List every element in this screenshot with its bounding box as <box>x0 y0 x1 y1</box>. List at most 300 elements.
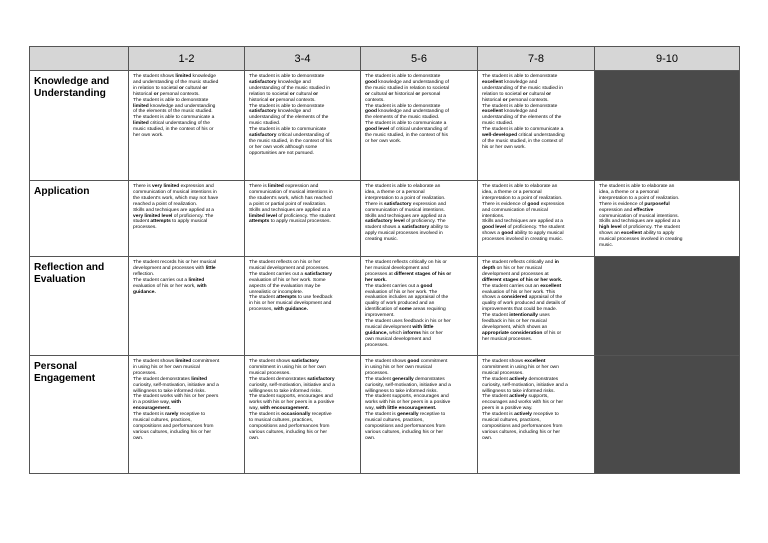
descriptor-text: The student shows <box>482 359 525 364</box>
descriptor-text: of the elements of the music studied. <box>133 109 213 115</box>
descriptor-text: own musical development and <box>365 336 431 342</box>
descriptor-text: understanding of the elements of the <box>482 115 562 121</box>
descriptor-emphasis: good <box>407 359 420 364</box>
descriptor-emphasis: guidance. <box>133 289 156 295</box>
descriptor-text: and communication of musical <box>482 207 548 213</box>
descriptor-text: The student is able to elaborate an <box>482 184 558 189</box>
descriptor-text: cultural <box>369 91 389 97</box>
descriptor-text: historical <box>249 97 270 103</box>
descriptor-text: own. <box>365 435 376 441</box>
descriptor-text: to musical cultures, practices, <box>249 418 314 424</box>
descriptor-cell <box>245 181 361 257</box>
descriptor-text: music studied. <box>249 121 281 127</box>
descriptor-text: interpretation to a point of realization. <box>599 195 680 201</box>
descriptor-text: ability to <box>429 225 449 231</box>
descriptor-emphasis: excellent <box>482 79 503 85</box>
descriptor-emphasis: in <box>554 260 559 265</box>
descriptor-text: uses <box>538 313 550 319</box>
descriptor-text: apply musical processes involved in <box>365 231 443 237</box>
descriptor-emphasis: or <box>313 91 319 97</box>
descriptor-text: expression and <box>599 207 634 213</box>
descriptor-text: curiosity, self-motivation, initiative and a <box>133 382 219 388</box>
descriptor-text: of proficiency. The student <box>621 225 680 231</box>
descriptor-line <box>365 237 473 243</box>
descriptor-emphasis: good level <box>365 127 390 133</box>
descriptor-text: way, <box>365 406 377 412</box>
descriptor-text: Skills and techniques are applied at a <box>482 219 564 225</box>
descriptor-text: commitment in using his or her own <box>482 364 559 370</box>
descriptor-emphasis: or <box>178 85 184 91</box>
descriptor-text: processes. <box>133 370 157 376</box>
descriptor-text: curiosity, self-motivation, initiative and a <box>249 382 335 388</box>
descriptor-text: quality of work produced and details of <box>482 301 566 307</box>
descriptor-text: processes. <box>365 342 389 348</box>
header-corner <box>30 47 129 71</box>
descriptor-emphasis: or <box>289 91 295 97</box>
descriptor-text: various cultures, including his or her <box>133 429 212 435</box>
descriptor-text: shows a <box>482 231 502 237</box>
descriptor-line <box>599 243 735 249</box>
descriptor-text: Skills and techniques are applied at a <box>133 207 215 213</box>
criterion-label-line: Understanding <box>34 88 106 99</box>
descriptor-text: in relation to societal <box>133 85 179 91</box>
descriptor-text: musical cultures, practices, <box>365 418 424 424</box>
descriptor-emphasis: satisfactory <box>291 359 319 364</box>
descriptor-emphasis: occasionally <box>281 412 311 418</box>
descriptor-line <box>365 139 473 145</box>
criterion-label-line: Personal <box>34 361 78 372</box>
descriptor-line <box>249 219 356 225</box>
descriptor-text: receptive to <box>532 412 559 418</box>
descriptor-emphasis: different stages of his or <box>394 271 452 277</box>
descriptor-text: There is <box>133 184 153 189</box>
descriptor-text: own. <box>133 435 144 441</box>
rubric-row-application <box>30 181 740 257</box>
descriptor-text: communication of musical intentions in <box>249 189 333 195</box>
descriptor-text: evaluation of his or her work. The <box>365 289 438 295</box>
descriptor-text: of critical understanding of <box>389 127 448 133</box>
descriptor-text: The student shows <box>133 74 176 79</box>
criterion-label <box>30 257 129 356</box>
header-band-1: 1-2 <box>129 47 245 71</box>
descriptor-text: understanding of the music studied in <box>249 85 331 91</box>
descriptor-text: The student is able to elaborate an <box>599 184 675 189</box>
descriptor-text: personal contexts. <box>507 97 549 103</box>
descriptor-text: peers in a positive way. <box>482 406 533 412</box>
descriptor-emphasis: actively <box>509 394 528 400</box>
descriptor-line <box>133 133 240 139</box>
descriptor-text: The student is able to demonstrate <box>365 74 441 79</box>
descriptor-text: music. <box>599 243 614 249</box>
descriptor-text: Skills and techniques are applied at a <box>599 219 681 225</box>
descriptor-text: idea, a theme or a personal <box>365 189 425 195</box>
descriptor-text: of proficiency. The <box>172 213 214 219</box>
descriptor-text: The student demonstrates <box>133 376 192 382</box>
header-band-3: 5-6 <box>361 47 478 71</box>
descriptor-text: There is evidence of <box>482 201 528 207</box>
descriptor-text: compositions and performances from <box>365 423 446 429</box>
descriptor-text: expression and <box>411 201 447 207</box>
descriptor-text: quality of work produced and an <box>365 301 435 307</box>
descriptor-text: own. <box>482 435 493 441</box>
descriptor-emphasis: limited <box>191 376 207 382</box>
header-band-2: 3-4 <box>245 47 361 71</box>
descriptor-cell <box>478 356 595 474</box>
descriptor-text: The student shows <box>249 359 292 364</box>
descriptor-text: of his or <box>542 330 562 336</box>
descriptor-emphasis: limited <box>175 359 192 364</box>
descriptor-text: in a positive way, <box>133 400 172 406</box>
descriptor-text: The student is able to demonstrate <box>249 74 325 79</box>
descriptor-emphasis: excellent <box>524 359 546 364</box>
descriptor-emphasis: encouragement. <box>133 406 171 412</box>
descriptor-emphasis: guidance, <box>365 330 388 336</box>
descriptor-text: The student uses feedback in his or her <box>365 319 451 325</box>
descriptor-text: works with his or her peers in a positive <box>365 400 451 406</box>
descriptor-cell <box>129 356 245 474</box>
descriptor-text: evaluation of his or her work, <box>133 283 197 289</box>
descriptor-text: musical cultures, practices, <box>133 418 192 424</box>
descriptor-text: idea, a theme or a personal <box>599 189 659 195</box>
descriptor-emphasis: very limited level <box>133 213 173 219</box>
descriptor-text: cultural <box>294 91 314 97</box>
descriptor-text: musical processes. <box>482 370 524 376</box>
descriptor-cell <box>361 71 478 181</box>
descriptor-line <box>133 436 240 442</box>
descriptor-text: contexts. <box>365 97 385 103</box>
descriptor-text: The student reflects on his or her <box>249 260 321 265</box>
descriptor-text: her musical processes. <box>482 336 533 342</box>
descriptor-emphasis: limited <box>268 184 284 189</box>
descriptor-text: demonstrates <box>413 376 445 382</box>
descriptor-text: student shows a <box>365 225 402 231</box>
descriptor-text: opportunities are not pursued. <box>249 150 314 156</box>
descriptor-text: knowledge and understanding of <box>376 79 450 85</box>
descriptor-text: which <box>387 330 404 336</box>
descriptor-text: willingness to take informed risks. <box>133 388 206 394</box>
descriptor-text: historical <box>133 91 154 97</box>
descriptor-text: supports, <box>527 394 549 400</box>
descriptor-emphasis: her work. <box>365 277 387 283</box>
descriptor-text: reflection. <box>133 271 155 277</box>
descriptor-emphasis: good <box>365 109 377 115</box>
descriptor-text: compositions and performances from <box>133 423 214 429</box>
descriptor-text: The student carries out an <box>482 283 541 289</box>
descriptor-emphasis: attempts <box>150 219 171 225</box>
descriptor-emphasis: limited <box>133 103 149 109</box>
not-applicable-cell <box>595 71 740 181</box>
not-applicable-cell <box>595 356 740 474</box>
descriptor-emphasis: satisfactory <box>249 79 277 85</box>
descriptor-cell <box>478 71 595 181</box>
descriptor-text: the student's work, which may not have <box>133 195 219 201</box>
descriptor-text: improvements that could be made. <box>482 307 558 313</box>
descriptor-emphasis: limited <box>133 121 149 127</box>
descriptor-emphasis: satisfactory <box>304 271 332 277</box>
descriptor-text: intentions. <box>482 213 505 219</box>
descriptor-cell <box>478 181 595 257</box>
descriptor-line <box>249 307 356 313</box>
descriptor-emphasis: or <box>269 97 275 103</box>
descriptor-text: feedback in his or her musical <box>482 319 547 325</box>
descriptor-emphasis: or <box>388 91 394 97</box>
descriptor-text: The student reflects critically and <box>482 260 555 265</box>
descriptor-line <box>133 290 240 296</box>
descriptor-text: expression and <box>283 184 319 189</box>
descriptor-emphasis: satisfactory <box>307 376 335 382</box>
descriptor-text: demonstrates <box>527 376 559 382</box>
descriptor-emphasis: some <box>398 307 412 313</box>
descriptor-text: cultural <box>183 85 203 91</box>
header-band-4: 7-8 <box>478 47 595 71</box>
descriptor-emphasis: good <box>365 79 377 85</box>
descriptor-text: knowledge and <box>502 109 538 115</box>
descriptor-line <box>249 436 356 442</box>
descriptor-text: commitment in using his or her own <box>249 364 326 370</box>
descriptor-text: identification of <box>365 307 399 313</box>
descriptor-text: development and processes at <box>482 271 549 277</box>
descriptor-text: The student shows <box>133 359 176 364</box>
descriptor-text: processes. <box>133 225 157 231</box>
descriptor-text: of the music studied, in the context of <box>482 138 563 144</box>
descriptor-text: curiosity, self-motivation, initiative and a <box>365 382 451 388</box>
descriptor-text: areas requiring <box>411 307 446 313</box>
descriptor-text: processes at <box>365 271 395 277</box>
descriptor-text: The student is able to demonstrate <box>249 103 325 109</box>
descriptor-text: receptive to <box>178 412 206 418</box>
descriptor-text: development, which shows an <box>482 324 548 330</box>
descriptor-text: and understanding of the music studied <box>133 79 219 85</box>
descriptor-text: interpretation to a point of realization. <box>482 195 563 201</box>
descriptor-line <box>482 337 590 343</box>
descriptor-line <box>482 436 590 442</box>
assessment-rubric-table <box>29 46 740 474</box>
descriptor-emphasis: satisfactory level <box>365 219 405 225</box>
descriptor-cell <box>129 181 245 257</box>
descriptor-text: musical development <box>365 324 413 330</box>
descriptor-text: ability to apply <box>641 231 675 237</box>
descriptor-text: knowledge and <box>276 109 311 115</box>
descriptor-cell <box>361 257 478 356</box>
descriptor-text: works with his or her peers in a positive <box>249 400 335 406</box>
descriptor-emphasis: purposeful <box>644 201 670 207</box>
descriptor-emphasis: attempts <box>276 295 297 301</box>
descriptor-text: various cultures, including his or her <box>482 429 561 435</box>
descriptor-text: The student <box>482 376 510 382</box>
descriptor-emphasis: satisfactory <box>249 133 277 139</box>
descriptor-text: The student shows <box>365 359 408 364</box>
descriptor-cell <box>361 181 478 257</box>
descriptor-emphasis: very limited <box>152 184 180 189</box>
descriptor-text: understanding of the music studied in <box>482 85 564 91</box>
descriptor-text: various cultures, including his or her <box>365 429 444 435</box>
descriptor-emphasis: excellent <box>621 231 642 237</box>
descriptor-emphasis: excellent <box>540 283 562 289</box>
descriptor-emphasis: satisfactory <box>249 109 277 115</box>
descriptor-emphasis: excellent <box>482 109 503 115</box>
descriptor-text: music studied, in the context of his or <box>133 127 214 133</box>
descriptor-cell <box>478 257 595 356</box>
descriptor-text: aspects of the evaluation may be <box>249 283 321 289</box>
descriptor-text: own. <box>249 435 260 441</box>
descriptor-emphasis: generally <box>392 376 414 382</box>
criterion-label-line: Engagement <box>34 373 96 384</box>
descriptor-emphasis: with encouragement. <box>260 406 309 412</box>
descriptor-emphasis: actively <box>514 412 533 418</box>
rubric-row-personal-engagement <box>30 356 740 474</box>
descriptor-text: musical development and processes. <box>249 265 330 271</box>
descriptor-emphasis: good <box>420 283 433 289</box>
descriptor-text: processes. <box>365 370 389 376</box>
descriptor-text: The student <box>482 394 510 400</box>
descriptor-text: The student is <box>365 412 398 418</box>
descriptor-cell <box>245 257 361 356</box>
descriptor-text: The student <box>365 376 393 382</box>
criterion-label-line: Reflection and <box>34 262 105 273</box>
descriptor-text: historical <box>482 97 503 103</box>
descriptor-text: expression and <box>179 184 214 189</box>
descriptor-cell <box>129 257 245 356</box>
descriptor-emphasis: with little <box>412 324 434 330</box>
descriptor-emphasis: good <box>527 201 540 207</box>
descriptor-cell <box>245 356 361 474</box>
descriptor-text: musical processes. <box>249 370 291 376</box>
criterion-label-line: Evaluation <box>34 274 86 285</box>
descriptor-text: the elements of the music studied. <box>365 115 440 121</box>
descriptor-text: There is <box>249 184 269 189</box>
descriptor-text: cultural <box>527 91 547 97</box>
descriptor-emphasis: or <box>522 91 528 97</box>
descriptor-text: There is <box>365 201 385 207</box>
descriptor-cell <box>129 71 245 181</box>
descriptor-text: evaluation includes an appraisal of the <box>365 295 449 301</box>
descriptor-text: reached a point of realization. <box>133 201 198 207</box>
descriptor-text: personal contexts. <box>158 91 200 97</box>
descriptor-text: knowledge and <box>502 79 538 85</box>
descriptor-line <box>365 343 473 349</box>
descriptor-emphasis: or <box>365 91 370 97</box>
descriptor-cell <box>361 356 478 474</box>
descriptor-emphasis: or <box>546 91 552 97</box>
descriptor-text: knowledge and understanding <box>148 103 216 109</box>
descriptor-text: unrealistic or incomplete. <box>249 289 304 295</box>
descriptor-line <box>365 436 473 442</box>
descriptor-text: The student <box>482 313 510 319</box>
descriptor-emphasis: with guidance. <box>274 307 308 313</box>
descriptor-text: compositions and performances from <box>482 423 563 429</box>
descriptor-text: understanding of the elements of the <box>249 115 329 121</box>
descriptor-text: way, <box>249 406 261 412</box>
criterion-label-line: Knowledge and <box>34 76 110 87</box>
descriptor-emphasis: effective <box>633 207 654 213</box>
descriptor-text: The student is able to communicate a <box>133 115 215 121</box>
descriptor-emphasis: informs <box>403 330 421 336</box>
descriptor-text: curiosity, self-motivation, initiative and a <box>482 382 568 388</box>
descriptor-text: commitment <box>419 359 448 364</box>
descriptor-emphasis: generally <box>397 412 419 418</box>
descriptor-emphasis: actively <box>509 376 528 382</box>
descriptor-cell <box>245 71 361 181</box>
descriptor-text: or her own work. <box>365 138 402 144</box>
descriptor-text: his or her <box>421 330 443 336</box>
descriptor-text: his or her own work. <box>482 144 526 150</box>
descriptor-emphasis: rarely <box>165 412 179 418</box>
descriptor-text: personal <box>420 91 441 97</box>
descriptor-text: communication of musical intentions in <box>133 189 217 195</box>
descriptor-text: encourages and works with his or her <box>482 400 564 406</box>
descriptor-text: historical <box>393 91 416 97</box>
descriptor-text: in his or her musical development and <box>249 301 332 307</box>
descriptor-emphasis: limited <box>188 277 205 283</box>
descriptor-emphasis: satisfactory <box>384 201 412 207</box>
descriptor-text: commitment <box>191 359 220 364</box>
descriptor-text: critical understanding <box>517 133 565 139</box>
descriptor-text: the music studied, in the context of his <box>365 133 448 139</box>
descriptor-text: music studied. <box>482 121 514 127</box>
not-applicable-cell <box>595 257 740 356</box>
descriptor-text: relation to societal <box>482 91 523 97</box>
descriptor-emphasis: with little encouragement. <box>376 406 437 412</box>
descriptor-text: in using his or her own musical <box>133 364 200 370</box>
descriptor-text: The student reflects critically on his or <box>365 260 447 265</box>
descriptor-text: processes involved in creating music. <box>482 237 564 243</box>
descriptor-emphasis: good level <box>482 225 507 231</box>
descriptor-emphasis: or <box>153 91 159 97</box>
descriptor-text: relation to societal <box>249 91 290 97</box>
descriptor-emphasis: good <box>501 231 514 237</box>
descriptor-text: receptive to <box>418 412 446 418</box>
descriptor-line <box>482 145 590 151</box>
descriptor-text: interpretation to a point of realization. <box>365 195 446 201</box>
descriptor-text: The student is able to communicate a <box>365 121 447 127</box>
descriptor-text: to apply musical <box>170 219 208 225</box>
descriptor-text: personal contexts. <box>274 97 316 103</box>
criterion-label <box>30 181 129 257</box>
descriptor-text: her musical development and <box>365 265 429 271</box>
descriptor-emphasis: or <box>415 91 421 97</box>
header-row <box>30 47 740 71</box>
descriptor-text: on his or her musical <box>495 265 542 271</box>
descriptor-text: willingness to take informed risks. <box>249 388 322 394</box>
descriptor-text: creating music. <box>365 237 398 243</box>
descriptor-text: of proficiency. The <box>404 219 446 225</box>
descriptor-text: The student demonstrates <box>249 376 308 382</box>
descriptor-text: shows a <box>482 295 502 301</box>
descriptor-text: knowledge and understanding of <box>376 109 450 115</box>
descriptor-text: to use feedback <box>296 295 333 301</box>
descriptor-emphasis: high level <box>599 225 622 231</box>
descriptor-emphasis: depth <box>482 265 496 271</box>
criterion-label-line: Application <box>34 186 90 197</box>
rubric-row-knowledge-understanding <box>30 71 740 181</box>
descriptor-emphasis: with <box>171 400 182 406</box>
descriptor-line <box>482 237 590 243</box>
descriptor-emphasis: well-developed <box>482 133 518 139</box>
descriptor-text: evaluation of his or her work. This <box>482 289 556 295</box>
descriptor-text: various cultures, including his or her <box>249 429 328 435</box>
descriptor-text: ability to apply musical <box>513 231 564 237</box>
descriptor-text: The student supports, encourages and <box>249 394 333 400</box>
descriptor-text: knowledge <box>191 74 216 79</box>
descriptor-text: Skills and techniques are applied at a <box>249 207 331 213</box>
descriptor-emphasis: attempts <box>249 219 270 225</box>
descriptor-text: critical understanding of the <box>148 121 210 127</box>
descriptor-text: a point or partial point of realization. <box>249 201 327 207</box>
descriptor-text: expression <box>539 201 565 207</box>
descriptor-text: receptive <box>310 412 332 418</box>
descriptor-text: the student's work, which has reached <box>249 195 332 201</box>
descriptor-text: development and processes with <box>133 265 206 271</box>
